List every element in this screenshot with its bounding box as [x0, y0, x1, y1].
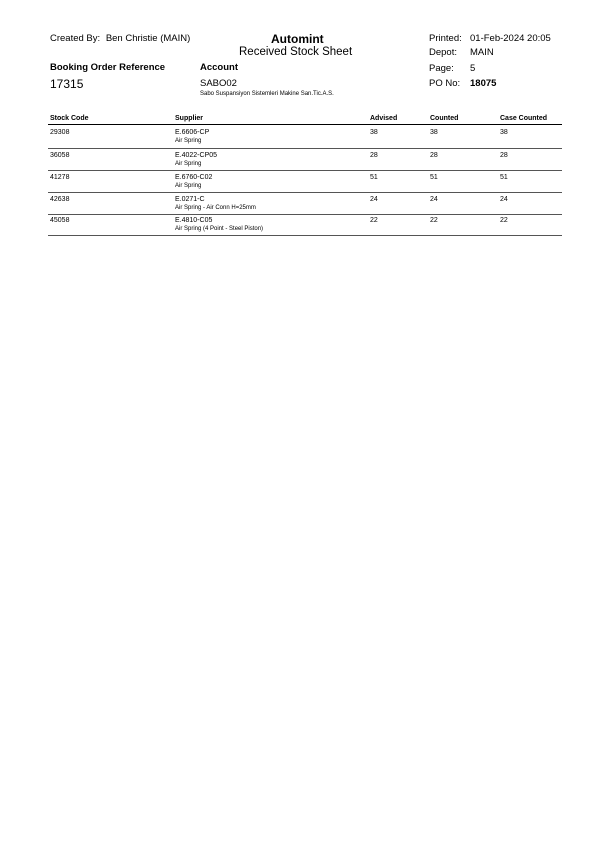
supplier-code: E.4022-CP05 [175, 152, 218, 159]
case-counted-qty: 24 [500, 196, 508, 203]
case-counted-qty: 22 [500, 217, 508, 224]
row-divider [48, 235, 562, 236]
col-header-case-counted: Case Counted [500, 115, 548, 122]
created-by-value: Ben Christie (MAIN) [105, 33, 191, 44]
item-description: Air Spring [175, 161, 202, 167]
item-description: Air Spring [175, 138, 202, 144]
advised-qty: 24 [370, 196, 378, 203]
stock-code: 36058 [50, 152, 70, 159]
case-counted-qty: 28 [500, 152, 508, 159]
counted-qty: 22 [430, 217, 438, 224]
stock-code: 45058 [50, 217, 70, 224]
page-label: Page: [429, 63, 454, 74]
header-rule [48, 124, 562, 125]
item-description: Air Spring [175, 183, 202, 189]
created-by [50, 33, 190, 44]
supplier-code: E.6760-C02 [175, 174, 213, 181]
printed-value: 01-Feb-2024 20:05 [470, 33, 551, 44]
printed-label: Printed: [429, 33, 462, 44]
row-divider [48, 170, 562, 171]
po-label: PO No: [429, 78, 461, 89]
counted-qty: 38 [430, 129, 438, 136]
po-value: 18075 [470, 78, 497, 89]
col-header-advised: Advised [370, 115, 398, 122]
advised-qty: 22 [370, 217, 378, 224]
document-title: Received Stock Sheet [239, 46, 353, 58]
row-divider [48, 214, 562, 215]
case-counted-qty: 38 [500, 129, 508, 136]
stock-code: 41278 [50, 174, 70, 181]
col-header-stock-code: Stock Code [50, 115, 89, 122]
supplier-code: E.0271-C [175, 196, 205, 203]
col-header-supplier: Supplier [175, 115, 204, 122]
stock-code: 29308 [50, 129, 70, 136]
counted-qty: 28 [430, 152, 438, 159]
row-divider [48, 192, 562, 193]
advised-qty: 51 [370, 174, 378, 181]
booking-ref-label: Booking Order Reference [50, 62, 166, 73]
depot-value: MAIN [470, 47, 494, 58]
col-header-counted: Counted [430, 115, 459, 122]
row-divider [48, 148, 562, 149]
item-description: Air Spring (4 Point - Steel Piston) [175, 226, 264, 232]
stock-code: 42638 [50, 196, 70, 203]
case-counted-qty: 51 [500, 174, 508, 181]
account-name: Sabo Suspansiyon Sistemleri Makine San.Tic.A.S. [200, 91, 334, 97]
supplier-code: E.6606-CP [175, 129, 210, 136]
company-name: Automint [271, 32, 324, 46]
depot-label: Depot: [429, 47, 457, 58]
account-label: Account [200, 62, 238, 73]
advised-qty: 28 [370, 152, 378, 159]
created-by-label: Created By: [50, 33, 101, 44]
account-value: SABO02 [200, 78, 237, 89]
counted-qty: 51 [430, 174, 438, 181]
supplier-code: E.4810-C05 [175, 217, 213, 224]
booking-ref-value: 17315 [50, 77, 84, 91]
page-value: 5 [470, 63, 476, 74]
counted-qty: 24 [430, 196, 438, 203]
advised-qty: 38 [370, 129, 378, 136]
item-description: Air Spring - Air Conn H=25mm [175, 205, 256, 211]
